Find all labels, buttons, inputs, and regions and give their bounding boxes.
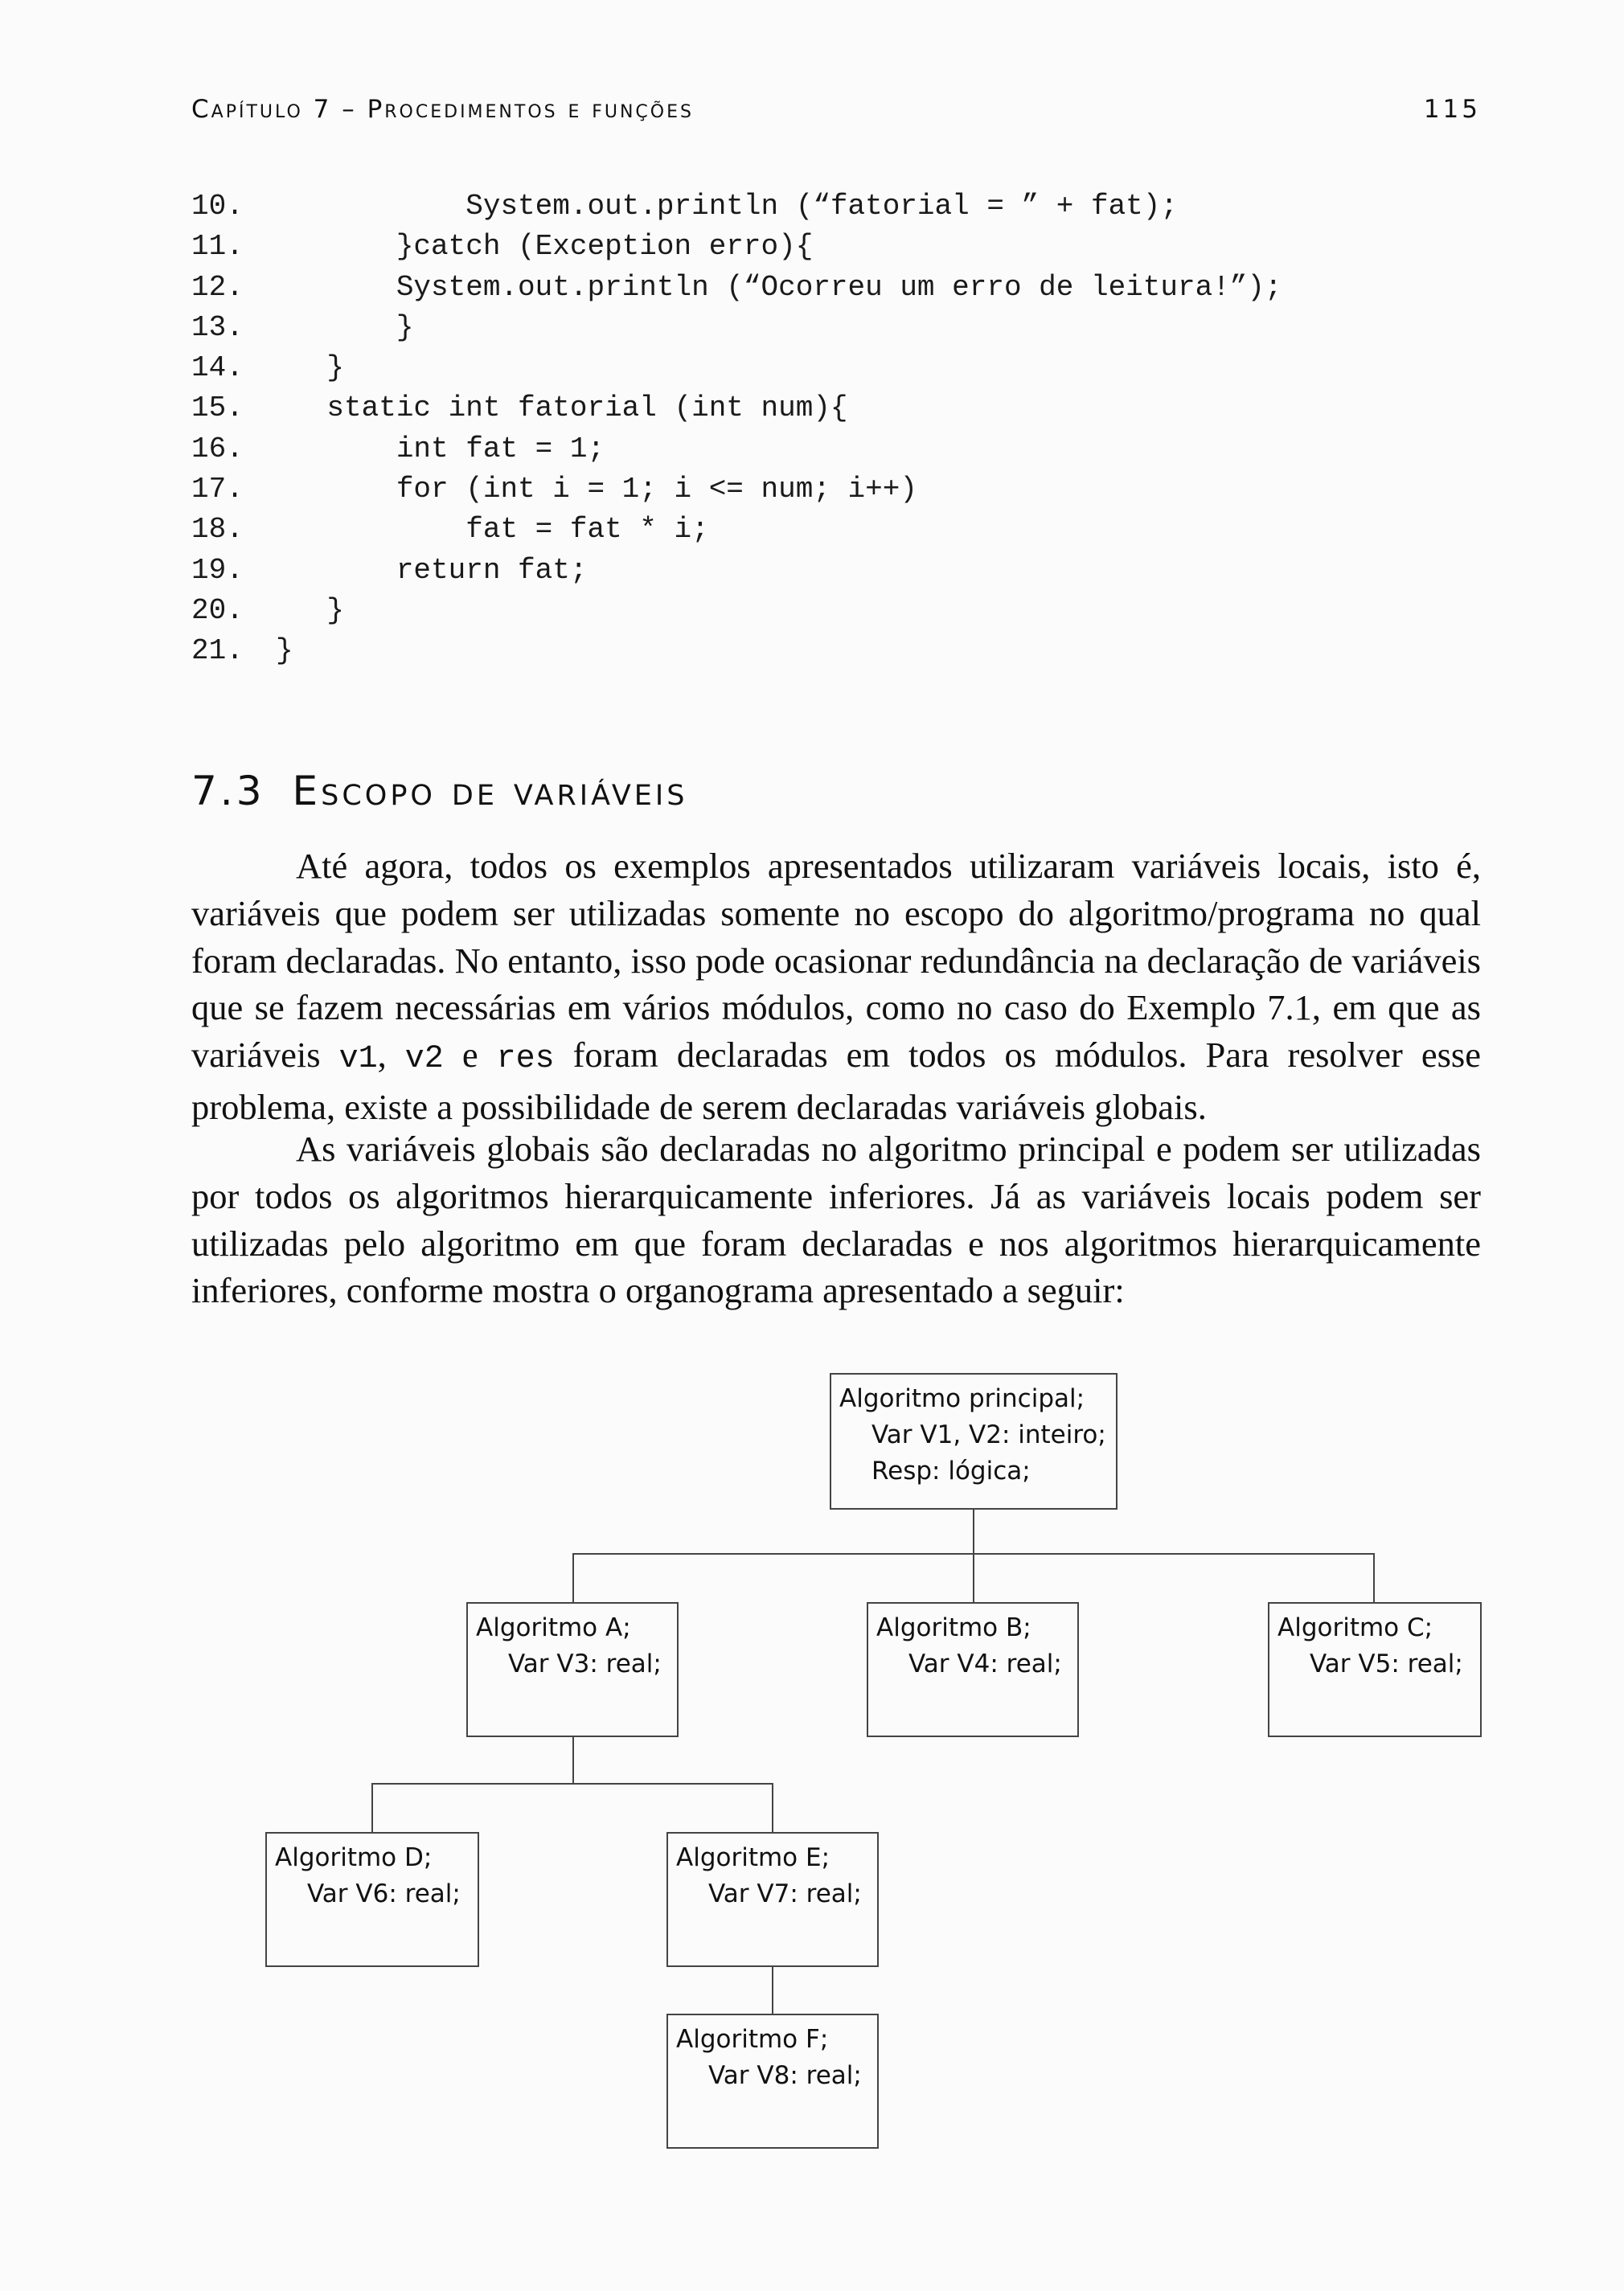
box-var: Var V6: real; <box>307 1879 461 1908</box>
box-title: Algoritmo C; <box>1277 1613 1433 1642</box>
line-number: 14. <box>191 351 244 385</box>
line-number: 21. <box>191 634 244 668</box>
paragraph-text: As variáveis globais são declaradas no algoritmo principal e podem ser utilizadas por todos os algoritmos hierarquicamente inferiores. Já as variáveis locais podem ser utilizadas pelo algoritmo em que foram declaradas e nos algoritmos hierarquicamente inferiores, conforme mostra o organograma apresentado a seguir: <box>191 1129 1481 1311</box>
paragraph-text: foram declaradas em todos os módulos. Para resolver esse problema, existe a possibilidade de serem declaradas variáveis globais. <box>191 1035 1482 1127</box>
connector-line <box>371 1783 773 1785</box>
section-heading <box>191 768 687 814</box>
connector-line <box>572 1553 574 1603</box>
org-box-a <box>466 1602 679 1737</box>
org-box-f <box>666 2014 879 2149</box>
line-number: 13. <box>191 310 244 344</box>
box-title: Algoritmo A; <box>476 1613 631 1642</box>
box-var: Var V5: real; <box>1310 1650 1463 1678</box>
paragraph-text: e <box>443 1035 497 1076</box>
line-number: 19. <box>191 553 244 587</box>
connector-line <box>772 1783 773 1833</box>
box-var: Resp: lógica; <box>871 1457 1031 1486</box>
paragraph-2 <box>191 1125 1481 1314</box>
code-text: fat = fat * i; <box>257 513 709 547</box>
box-title: Algoritmo E; <box>676 1843 830 1872</box>
line-number: 16. <box>191 432 244 465</box>
box-var: Var V7: real; <box>708 1879 862 1908</box>
box-var: Var V8: real; <box>708 2061 862 2090</box>
inline-code-v1: v1 <box>338 1041 378 1078</box>
line-number: 20. <box>191 593 244 627</box>
page-header <box>191 95 1481 130</box>
code-text: } <box>276 634 293 668</box>
box-title: Algoritmo D; <box>275 1843 433 1872</box>
code-text: int fat = 1; <box>257 432 605 465</box>
inline-code-v2: v2 <box>404 1041 444 1078</box>
line-number: 12. <box>191 270 244 304</box>
code-text: System.out.println (“Ocorreu um erro de leitura!”); <box>257 270 1282 304</box>
section-number: 7.3 <box>191 768 265 814</box>
org-box-b <box>867 1602 1079 1737</box>
chapter-title: Capítulo 7 – Procedimentos e funções <box>191 95 694 124</box>
code-text: for (int i = 1; i <= num; i++) <box>257 473 917 506</box>
page-number: 115 <box>1423 95 1481 124</box>
box-var: Var V1, V2: inteiro; <box>871 1420 1106 1449</box>
code-text: } <box>257 593 345 627</box>
line-number: 17. <box>191 473 244 506</box>
paragraph-1 <box>191 842 1481 1131</box>
org-box-c <box>1268 1602 1482 1737</box>
paragraph-text: Até agora, todos os exemplos apresentados utilizaram variáveis locais, isto é, variáveis que podem ser utilizadas somente no escopo do algoritmo/programa no qual foram declaradas. No entanto, isso pode ocasionar redundância na declaração de variáveis que se fazem necessárias em vários módulos, como no caso do Exemplo 7.1, em que as variáveis <box>191 846 1481 1076</box>
line-number: 11. <box>191 230 244 264</box>
box-var: Var V3: real; <box>508 1650 662 1678</box>
code-text: }catch (Exception erro){ <box>257 230 814 264</box>
connector-line <box>772 1965 773 2014</box>
inline-code-res: res <box>496 1041 555 1078</box>
box-var: Var V4: real; <box>908 1650 1062 1678</box>
paragraph-text: , <box>377 1035 405 1076</box>
connector-line <box>371 1783 373 1833</box>
code-text: } <box>257 351 345 385</box>
org-box-main <box>830 1373 1118 1510</box>
connector-line <box>572 1553 1375 1555</box>
code-text: System.out.println (“fatorial = ” + fat); <box>257 190 1178 223</box>
org-box-d <box>265 1832 479 1967</box>
code-text: } <box>257 310 414 344</box>
code-text: static int fatorial (int num){ <box>257 391 848 425</box>
code-text: return fat; <box>257 553 588 587</box>
line-number: 18. <box>191 513 244 547</box>
connector-line <box>973 1508 974 1603</box>
line-number: 15. <box>191 391 244 425</box>
box-title: Algoritmo B; <box>876 1613 1031 1642</box>
line-number: 10. <box>191 190 244 223</box>
section-title: Escopo de variáveis <box>292 768 688 814</box>
box-title: Algoritmo principal; <box>839 1384 1085 1413</box>
box-title: Algoritmo F; <box>676 2025 829 2054</box>
connector-line <box>1373 1553 1375 1603</box>
connector-line <box>572 1736 574 1785</box>
org-box-e <box>666 1832 879 1967</box>
